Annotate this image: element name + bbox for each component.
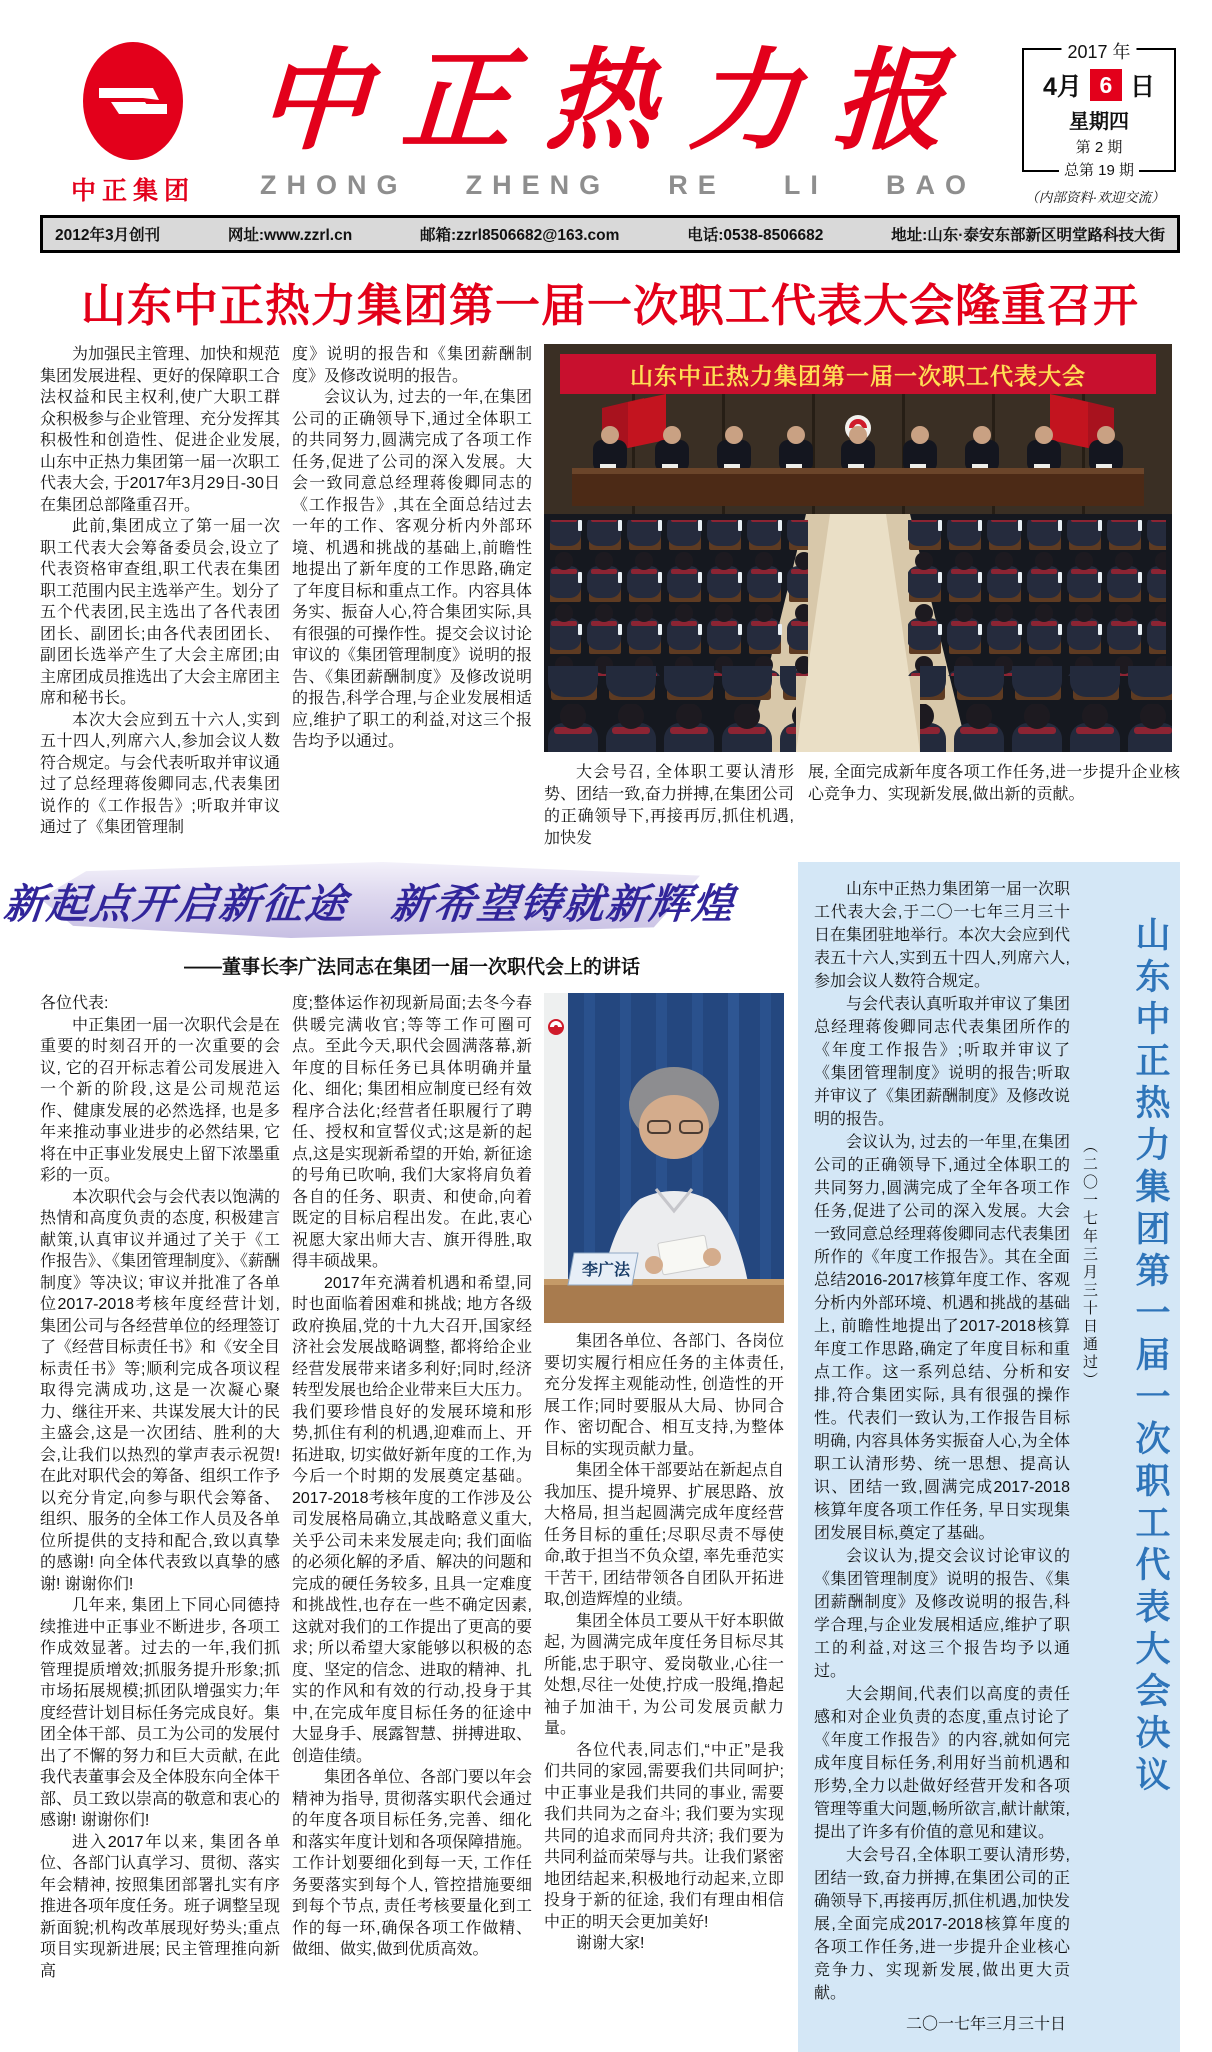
logo-org-name: 中正集团 <box>70 177 195 205</box>
lead-headline: 山东中正热力集团第一届一次职工代表大会隆重召开 <box>80 280 1139 331</box>
paragraph: 度;整体运作初现新局面;去冬今春供暖完满收官;等等工作可圈可点。至此今天,职代会圆满落幕,新年度的目标任务已具体明确并量化、细化; 集团相应制度已经有效程序合法化;经营者任职履行了聘任、授权和宣誓仪式;这是新的起点,这是实现新希望的开始, 新征途的号角已吹响, 我们大家将肩负着各自的任务、职责、和使命,向着既定的目标启程出发。在此,衷心祝愿大家出师大吉、旗开得胜,取得丰硕战果。 <box>292 995 532 1270</box>
paragraph: 大会号召,全体职工要认清形势,团结一致,奋力拼搏,在集团公司的正确领导下,再接再厉,抓住机遇,加快发展,全面完成2017-2018核算年度的各项工作任务,进一步提升企业核心竞争力、实现新发展,做出更大贡献。 <box>814 1847 1070 2002</box>
lead-column-2 <box>292 344 532 836</box>
paper-title: 中正热力报 <box>254 40 982 163</box>
resolution-body <box>814 878 1070 2036</box>
meeting-photo-graphic <box>544 344 1172 752</box>
zhongzheng-group-logo-icon <box>81 40 185 162</box>
pinyin-word: BAO <box>885 170 976 200</box>
paragraph: 集团全体干部要站在新起点自我加压、提升境界、扩展思路、放大格局, 担当起圆满完成年度经营任务目标的重任;尽职尽责不辱使命,敢于担当不负众望, 率先垂范实干苦干, 团结带领各自团队开拓进取,创造辉煌的业绩。 <box>544 1462 785 1608</box>
date-day-suffix: 日 <box>1129 73 1155 101</box>
meeting-banner-text: 山东中正热力集团第一届一次职工代表大会 <box>630 362 1086 389</box>
paragraph: 此前,集团成立了第一届一次职工代表大会筹备委员会,设立了代表资格审查组,职工代表在集团职工范围内民主选举产生。划分了五个代表团,民主选出了各代表团团长、副团长;由各代表团团长、副团长选举产生了大会主席团;由主席团成员推选出了大会主席团主席和秘书长。 <box>40 518 280 707</box>
issue-number: 第 2 期 <box>1075 139 1123 156</box>
speech-column-1-body <box>40 1015 280 1983</box>
caption-column-2: 展, 全面完成新年度各项工作任务,进一步提升企业核心竞争力、实现新发展,做出新的贡献。 <box>808 764 1180 803</box>
date-column <box>1010 26 1180 206</box>
logo-block <box>40 26 226 207</box>
date-day-badge: 6 <box>1090 69 1122 101</box>
lead-column-2-rest <box>292 387 532 753</box>
paragraph: 为加强民主管理、加快和规范集团发展进程、更好的保障职工合法权益和民主权利,使广大职工群众积极参与企业管理、充分发挥其积极性和创造性、促进企业发展,山东中正热力集团第一届一次职工代表大会, 于2017年3月29日-30日在集团总部隆重召开。 <box>40 346 280 514</box>
resolution-passed-date: （二〇一七年三月三十日通过） <box>1081 1138 1098 1390</box>
speech-column-3-body <box>544 1331 784 1955</box>
paragraph: 与会代表认真听取并审议了集团总经理蒋俊卿同志代表集团所作的《年度工作报告》;听取并审议了《集团管理制度》说明的报告;听取并审议了《集团薪酬制度》及修改说明的报告。 <box>814 996 1071 1128</box>
resolution-sidebar <box>798 862 1180 2052</box>
speech-banner <box>1 862 738 938</box>
paragraph: 大会期间,代表们以高度的责任感和对企业负责的态度,重点讨论了《年度工作报告》的内容,就如何完成年度目标任务,利用好当前机遇和形势,全力以赴做好经营开发和各项管理等重大问题,畅所欲言,献计献策,提出了许多有价值的意见和建议。 <box>814 1686 1070 1841</box>
paragraph: 中正集团一届一次职代会是在重要的时刻召开的一次重要的会议, 它的召开标志着公司发展进入一个新的阶段,这是公司规范运作、健康发展的必然选择, 也是多年来推动事业进步的必然结果, 它将在中正事业发展史上留下浓墨重彩的一页。 <box>40 1016 281 1184</box>
title-block <box>226 26 1010 201</box>
masthead <box>40 26 1180 207</box>
pinyin-word: RE <box>668 170 726 200</box>
speech-column-2 <box>292 993 532 1982</box>
internal-note: （内部资料·欢迎交流） <box>1025 190 1165 205</box>
paragraph: 本次职代会与会代表以饱满的热情和高度负责的态度, 积极建言献策,认真审议并通过了关于《工作报告》、《集团管理制度》、《薪酬制度》等决议; 审议并批准了各单位2017-2018考核年度经营计划,集团公司与各经营单位的经理签订了《经营目标责任书》和《安全目标责任书》等;顺利完成各项议程取得完满成功,这是一次凝心聚力、继往开来、共谋发展大计的民主盛会,这是一次团结、胜利的大会,让我们以热烈的掌声表示祝贺! 在此对职代会的筹备、组织工作予以充分肯定,向参与职代会筹备、组织、服务的全体工作人员及各单位所提供的支持和配合,致以真挚的感谢! 向全体代表致以真挚的感谢! 谢谢你们! <box>40 1188 281 1593</box>
phone-number: 电话:0538-8506682 <box>687 227 824 244</box>
speaker-photo-graphic <box>544 993 784 1323</box>
info-bar <box>40 215 1180 253</box>
paragraph: 本次大会应到五十六人,实到五十四人,列席六人,参加会议人数符合规定。与会代表听取并审议通过了总经理蒋俊卿同志,代表集团说作的《工作报告》;听取并审议通过了《集团管理制 <box>40 711 280 836</box>
resolution-paragraphs <box>814 878 1070 2005</box>
lower-region <box>1 862 1180 2052</box>
lead-article <box>40 344 1180 850</box>
paragraph: 进入2017年以来, 集团各单位、各部门认真学习、贯彻、落实年会精神, 按照集团部署扎实有序推进各项年度任务。班子调整呈现新面貌;机构改革展现好势头;重点项目实现新进展; 民主管理推向新高 <box>40 1833 281 1980</box>
speech-columns <box>40 993 784 1982</box>
speech-article <box>1 862 785 1982</box>
paragraph: 山东中正热力集团第一届一次职工代表大会,于二〇一七年三月三十日在集团驻地举行。本次大会应到代表五十六人,实到五十四人,列席六人,参加会议人数符合规定。 <box>814 881 1071 990</box>
paragraph: 集团各单位、各部门、各岗位要切实履行相应任务的主体责任,充分发挥主观能动性, 创造性的开展工作;同时要服从大局、协同合作、密切配合、相互支持,为整体目标的实现贡献力量。 <box>544 1333 785 1458</box>
newspaper-page <box>1 26 1180 2052</box>
speech-column-2-body <box>292 1273 532 1961</box>
website-url: 网址:www.zzrl.cn <box>227 227 353 244</box>
speech-column-1 <box>40 993 280 1982</box>
date-weekday: 星期四 <box>1069 111 1129 133</box>
resolution-sign-date: 二〇一七年三月三十日 <box>905 2016 1066 2033</box>
paragraph: 谢谢大家! <box>576 1935 645 1952</box>
lead-photo-area <box>544 344 1180 850</box>
speech-column-3 <box>544 993 784 1982</box>
paragraph: 会议认为, 过去的一年,在集团公司的正确领导下,通过全体职工的共同努力,圆满完成了各项工作任务,促进了公司的深入发展。大会一致同意总经理蒋俊卿同志的《工作报告》,其在全面总结过去一年的工作、客观分析内外部环境、机遇和挑战的基础上,前瞻性地提出了新年度的工作思路,确定了年度目标和重点工作。内容具体务实、振奋人心,符合集团实际,具有很强的可操作性。提交会议讨论审议的《集团管理制度》说明的报告、《集团薪酬制度》及修改说明的报告,科学合理,与企业发展相适应,维护了职工的利益,对这三个报告均予以通过。 <box>292 389 532 750</box>
speaker-nameplate: 李广法 <box>582 1262 631 1279</box>
resolution-title: 山东中正热力集团第一届一次职工代表大会决议 <box>1131 916 1170 1798</box>
pinyin-word: ZHONG <box>260 170 408 200</box>
paper-title-pinyin <box>226 170 1010 201</box>
speaker-photo <box>544 993 784 1323</box>
paragraph: 2017年充满着机遇和希望,同时也面临着困难和挑战; 地方各级政府换届,党的十九大召开,国家经济社会发展战略调整, 都将给企业经营发展带来诸多利好;同时,经济转型发展也给企业带来巨大压力。我们要珍惜良好的发展环境和形势,抓住有利的机遇,迎难而上、开拓进取, 切实做好新年度的工作,为今后一个时期的发展奠定基础。2017-2018考核年度的工作涉及公司发展格局确立,其战略意义重大,关乎公司未来发展走向; 我们面临的必须化解的矛盾、解决的问题和完成的硬任务较多, 且具一定难度和挑战性,也存在一些不确定因素,这就对我们的工作提出了更高的要求; 所以希望大家能够以积极的态度、坚定的信念、进取的精神、扎实的作风和有效的行动,投身于其中,在完成年度目标任务的征途中大显身手、展露智慧、拼搏进取、创造佳绩。 <box>292 1274 533 1765</box>
date-year: 2017 年 <box>1061 38 1136 64</box>
meeting-photo <box>544 344 1172 752</box>
founded-date: 2012年3月创刊 <box>55 227 161 244</box>
email-address: 邮箱:zzrl8506682@163.com <box>419 227 620 244</box>
paragraph: 会议认为,提交会议讨论审议的《集团管理制度》说明的报告、《集团薪酬制度》及修改说明的报告,科学合理,与企业发展相适应,维护了职工的利益,对这三个报告均予以通过。 <box>814 1548 1070 1680</box>
lead-column-1 <box>40 344 280 836</box>
paragraph: 集团各单位、各部门要以年会精神为指导, 贯彻落实职代会通过的年度各项目标任务,完善、细化和落实年度计划和各项保障措施。工作计划要细化到每一天, 工作任务要落实到每个人, 管控措施要细到每个节点, 责任考核要量化到工作的每一环,确保各项工作做精、做细、做实,做到优质高效。 <box>292 1769 533 1958</box>
date-box <box>1022 42 1176 179</box>
speech-banner-title: 新起点开启新征途 新希望铸就新辉煌 <box>1 880 738 927</box>
paragraph: 会议认为, 过去的一年里,在集团公司的正确领导下,通过全体职工的共同努力,圆满完成了全年各项工作任务,促进了公司的深入发展。大会一致同意总经理蒋俊卿同志代表集团所作的《年度工作报告》。其在全面总结2016-2017核算年度工作、客观分析内外部环境、机遇和挑战的基础上, 前瞻性地提出了2017-2018核算年度工作思路,确定了年度目标和重点工作。这一系列总结、分析和安排,符合集团实际, 具有很强的操作性。代表们一致认为,工作报告目标明确, 内容具体务实振奋人心,为全体职工认清形势、统一思想、提高认识、团结一致,圆满完成2017-2018核算年度各项工作任务, 早日实现集团发展目标,奠定了基础。 <box>814 1134 1071 1542</box>
pinyin-word: ZHENG <box>465 170 611 200</box>
paragraph: 度》说明的报告和《集团薪酬制度》及修改说明的报告。 <box>292 346 532 385</box>
date-month-day <box>1043 67 1155 103</box>
pinyin-word: LI <box>783 170 828 200</box>
caption-column-1: 大会号召, 全体职工要认清形势、团结一致,奋力拼搏,在集团公司的正确领导下,再接再厉,抓住机遇,加快发 <box>544 764 794 847</box>
photo-caption <box>544 762 1180 850</box>
paragraph: 集团全体员工要从干好本职做起, 为圆满完成年度任务目标尽其所能,忠于职守、爱岗敬业,心往一处想,尽往一处使,拧成一股绳,撸起袖子加油干, 为公司发展贡献力量。 <box>544 1612 785 1737</box>
postal-address: 地址:山东·泰安东部新区明堂路科技大街 <box>891 227 1165 244</box>
total-issue-number: 总第 19 期 <box>1059 159 1139 180</box>
paragraph: 各位代表,同志们,“中正”是我们共同的家园,需要我们共同呵护;中正事业是我们共同的事业, 需要我们共同为之奋斗; 我们要为实现共同的追求而同舟共济; 我们要为共同利益而荣辱与共。让我们紧密地团结起来,积极地行动起来,立即投身于新的征途, 我们有理由相信中正的明天会更加美好! <box>544 1741 785 1931</box>
date-month: 4月 <box>1043 73 1082 101</box>
speech-subtitle: ——董事长李广法同志在集团一届一次职代会上的讲话 <box>183 957 640 978</box>
salutation: 各位代表: <box>40 995 109 1012</box>
paragraph: 几年来, 集团上下同心同德持续推进中正事业不断进步, 各项工作成效显著。过去的一年,我们抓管理提质增效;抓服务提升形象;抓市场拓展规模;抓团队增强实力;年度经营计划目标任务完成良好。集团全体干部、员工为公司的发展付出了不懈的努力和巨大贡献, 在此我代表董事会及全体股东向全体干部、员工致以崇高的敬意和衷心的感谢! 谢谢你们! <box>40 1597 281 1829</box>
